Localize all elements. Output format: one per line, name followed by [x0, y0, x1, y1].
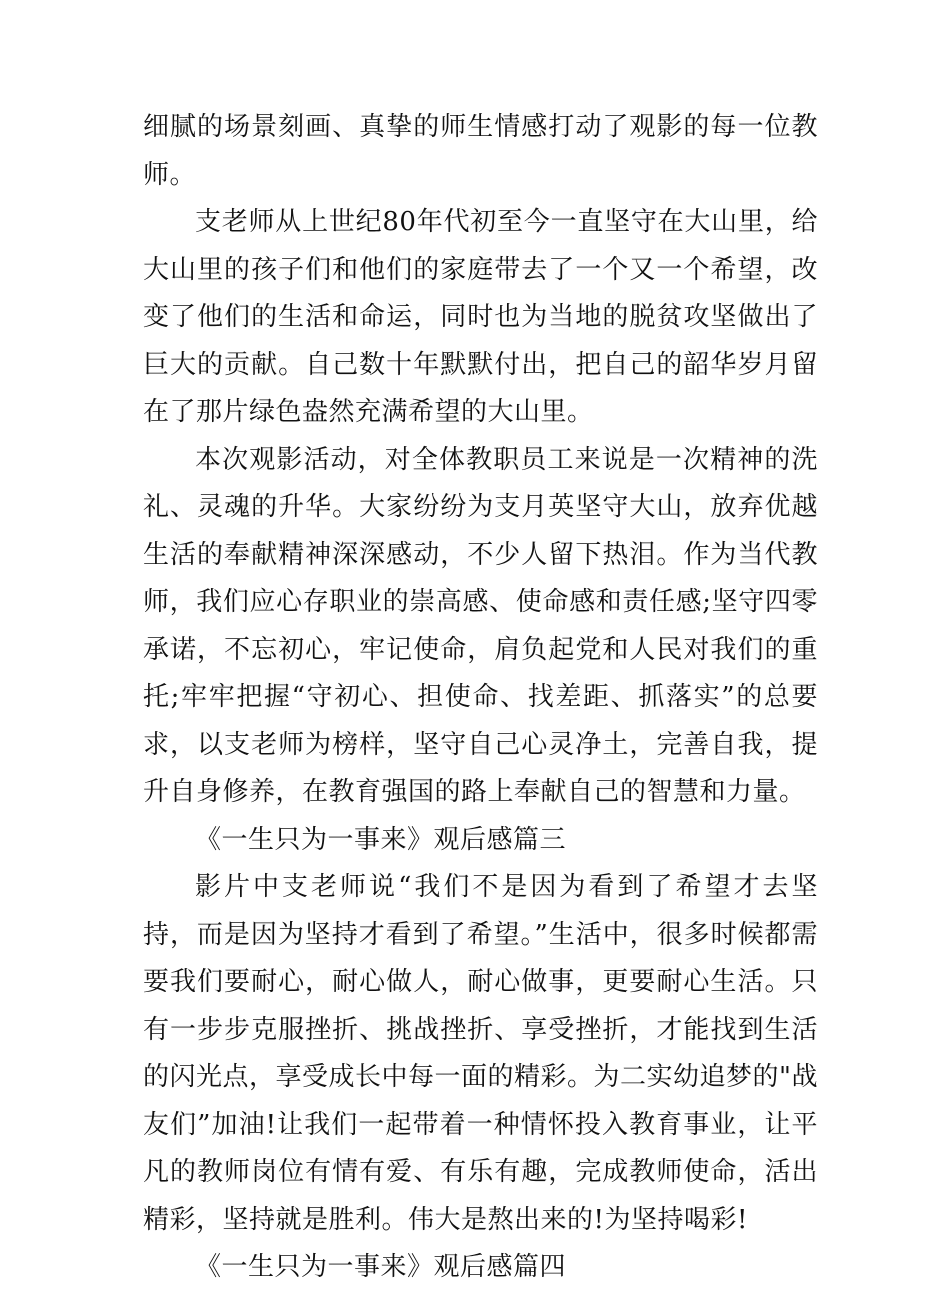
- document-body: [143, 104, 818, 1292]
- paragraph-continuation: 细腻的场景刻画、真挚的师生情感打动了观影的每一位教师。: [143, 112, 818, 190]
- section-heading-part-four: 《一生只为一事来》观后感篇四: [195, 1252, 567, 1282]
- paragraph-teacher-zhi: 支老师从上世纪80年代初至今一直坚守在大山里，给大山里的孩子们和他们的家庭带去了一个又一个希望，改变了他们的生活和命运，同时也为当地的脱贫攻坚做出了巨大的贡献。自己数十年默默付出，把自己的韶华岁月留在了那片绿色盎然充满希望的大山里。: [143, 207, 818, 427]
- paragraph-screening-activity: 本次观影活动，对全体教职员工来说是一次精神的洗礼、灵魂的升华。大家纷纷为支月英坚守大山，放弃优越生活的奉献精神深深感动，不少人留下热泪。作为当代教师，我们应心存职业的崇高感、使命感和责任感;坚守四零承诺，不忘初心，牢记使命，肩负起党和人民对我们的重托;牢牢把握“守初心、担使命、找差距、抓落实”的总要求，以支老师为榜样，坚守自己心灵净土，完善自我，提升自身修养，在教育强国的路上奉献自己的智慧和力量。: [143, 444, 818, 807]
- section-heading-part-three: 《一生只为一事来》观后感篇三: [195, 824, 567, 855]
- paragraph-persistence: 影片中支老师说“我们不是因为看到了希望才去坚持，而是因为坚持才看到了希望。”生活中，很多时候都需要我们要耐心，耐心做人，耐心做事，更要耐心生活。只有一步步克服挫折、挑战挫折、享受挫折，才能找到生活的闪光点，享受成长中每一面的精彩。为二实幼追梦的"战友们”加油!让我们一起带着一种情怀投入教育事业，让平凡的教师岗位有情有爱、有乐有趣，完成教师使命，活出精彩，坚持就是胜利。伟大是熬出来的!为坚持喝彩!: [143, 872, 818, 1235]
